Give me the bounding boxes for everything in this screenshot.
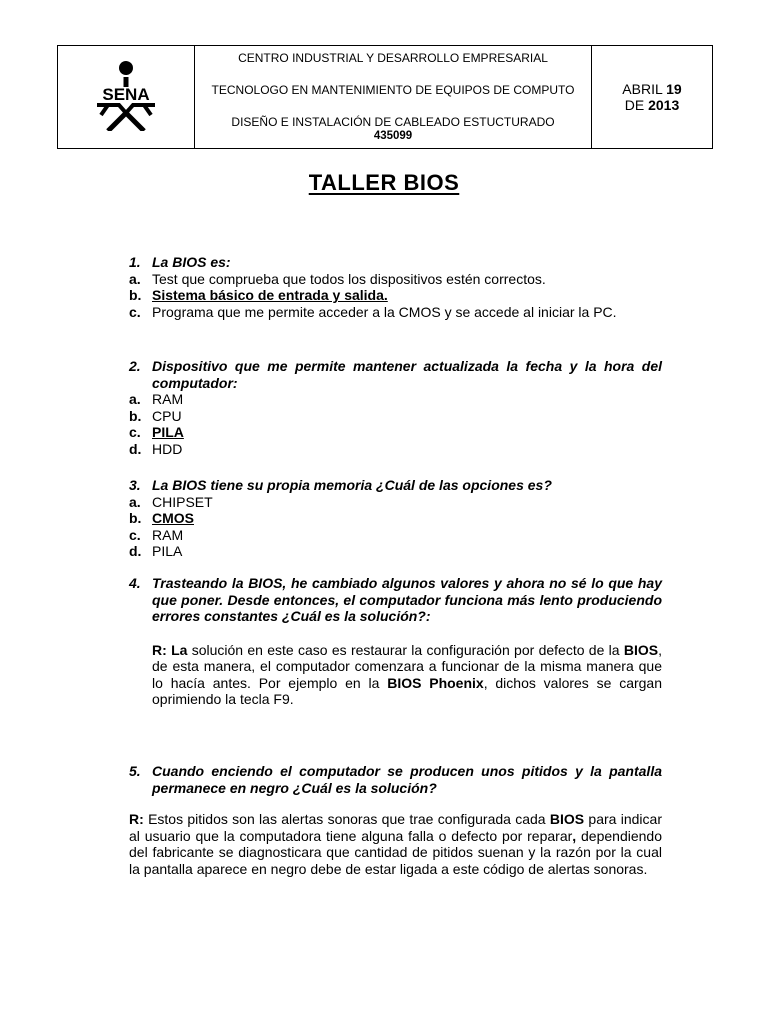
option-c: c. PILA [129,424,184,440]
option-b: b. CMOS [129,510,194,526]
logo-text: SENA [102,84,150,104]
option-a: a. RAM [129,391,184,407]
option-a: a. Test que comprueba que todos los dispositivos estén correctos. [129,270,546,287]
center-name: CENTRO INDUSTRIAL Y DESARROLLO EMPRESARIAL [238,51,548,65]
option-c: c. Programa que me permite acceder a la CMOS y se accede al iniciar la PC. [129,303,617,320]
selected-answer: CMOS [152,510,194,526]
option-b: b. Sistema básico de entrada y salida. [129,287,388,303]
logo-cell [58,46,195,149]
question-text: 5. Cuando enciendo el computador se producen unos pitidos y la pantalla permanece en negro ¿Cuál es la solución? [129,763,662,796]
question-2 [129,358,662,457]
option-d: d. HDD [129,440,183,457]
answer-text: R: La solución en este caso es restaurar la configuración por defecto de la BIOS, de esta manera, el computador comenzara a funcionar de la misma manera que lo hacía antes. Por ejemplo en la BIOS Phoenix, dichos valores se cargan oprimiendo la tecla F9. [152,641,663,707]
question-5 [129,763,662,877]
page-title: TALLER BIOS [308,170,460,195]
option-a: a. CHIPSET [129,493,213,510]
answer-text: R: Estos pitidos son las alertas sonoras que trae configurada cada BIOS para indicar al usuario que la computadora tiene alguna falla o defecto por reparar, dependiendo del fabricante se diagnosticara que cantidad de pitidos suenan y la razón por la cual la pantalla aparece en negro debe de estar ligada a este código de alertas sonoras. [129,811,662,877]
option-c: c. RAM [129,526,184,543]
date-day: 19 [666,81,682,97]
selected-answer: PILA [152,424,184,440]
question-text: 2. Dispositivo que me permite mantener actualizada la fecha y la hora del computador: [129,358,662,391]
question-text: 1. La BIOS es: [129,254,231,270]
program-info-cell [195,46,592,149]
course-code: 435099 [373,130,413,142]
date-year: 2013 [648,97,680,113]
program-name: TECNOLOGO EN MANTENIMIENTO DE EQUIPOS DE COMPUTO [211,83,575,97]
question-3 [129,477,662,560]
date-de: DE [624,97,645,113]
option-b: b. CPU [129,407,182,424]
date-cell [592,46,713,149]
question-1 [129,254,662,320]
question-text: 4. Trasteando la BIOS, he cambiado algunos valores y ahora no sé lo que hay que poner. Desde entonces, el computador funciona más lento produciendo errores constantes ¿Cuál es la solución?: [129,575,662,624]
date-month: ABRIL [622,81,663,97]
option-d: d. PILA [129,543,183,559]
header-table [57,45,713,149]
sena-logo [86,59,166,131]
question-text: 3. La BIOS tiene su propia memoria ¿Cuál de las opciones es? [129,477,552,493]
question-4 [129,575,662,708]
course-name: DISEÑO E INSTALACIÓN DE CABLEADO ESTUCTURADO [231,115,555,129]
selected-answer: Sistema básico de entrada y salida. [152,287,388,303]
